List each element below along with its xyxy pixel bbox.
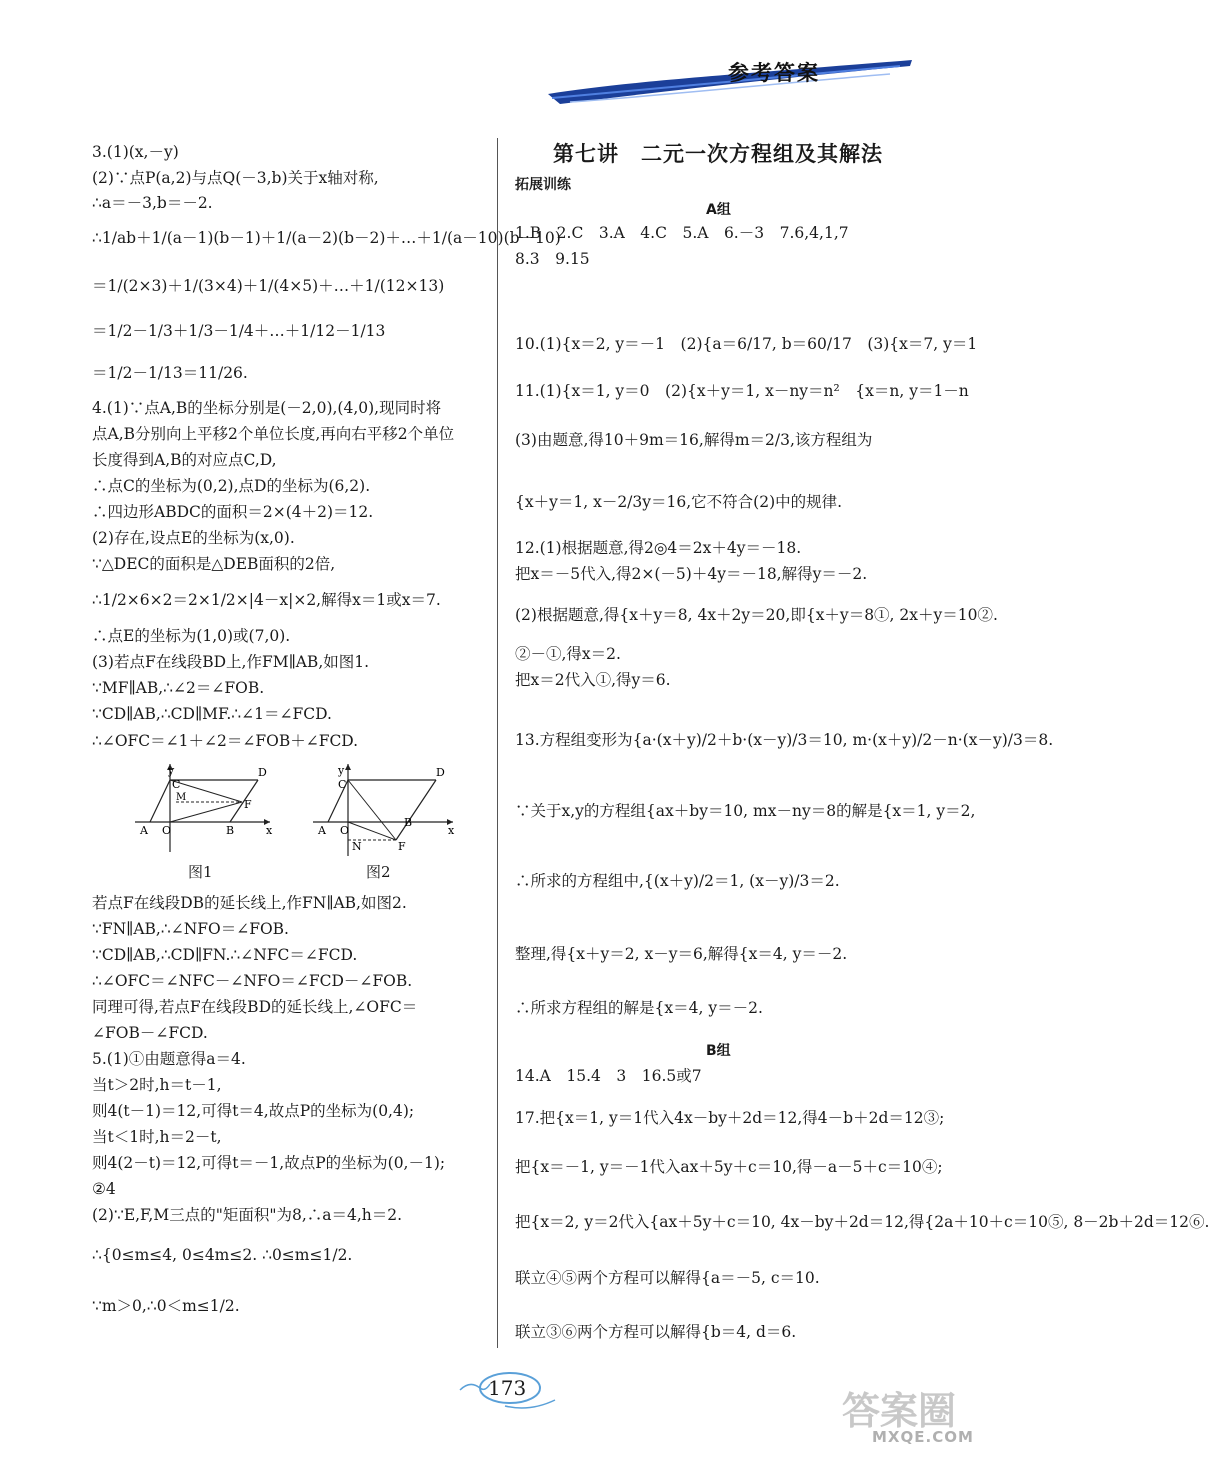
left-line: ②4 (92, 1180, 116, 1198)
svg-text:C: C (172, 778, 181, 791)
left-line: (2)存在,设点E的坐标为(x,0). (92, 529, 295, 547)
svg-text:D: D (436, 766, 445, 779)
figure-1-diagram (130, 760, 280, 855)
left-line: ∴{0≤m≤4, 0≤4m≤2. ∴0≤m≤1/2. (92, 1246, 353, 1264)
left-line: (2)∵E,F,M三点的"矩面积"为8,∴a＝4,h＝2. (92, 1206, 403, 1224)
left-line: ∠FOB－∠FCD. (92, 1024, 208, 1042)
left-line: 同理可得,若点F在线段BD的延长线上,∠OFC＝ (92, 998, 418, 1016)
left-line: (3)若点F在线段BD上,作FM∥AB,如图1. (92, 653, 370, 671)
svg-text:y: y (168, 764, 175, 777)
left-line: ∵△DEC的面积是△DEB面积的2倍, (92, 555, 336, 573)
svg-text:F: F (244, 798, 252, 811)
svg-text:O: O (340, 824, 350, 837)
right-line: 1.B 2.C 3.A 4.C 5.A 6.－3 7.6,4,1,7 (515, 224, 849, 242)
left-line: 5.(1)①由题意得a＝4. (92, 1050, 246, 1068)
right-line: 把x＝－5代入,得2×(－5)＋4y＝－18,解得y＝－2. (515, 565, 868, 583)
left-line: ＝1/2－1/3＋1/3－1/4＋…＋1/12－1/13 (92, 322, 386, 340)
group-a-label: A组 (706, 202, 731, 218)
right-line: 13.方程组变形为{a·(x＋y)/2＋b·(x－y)/3＝10, m·(x＋y)/2－n·(x－y)/3＝8. (515, 731, 1054, 749)
right-line: (3)由题意,得10＋9m＝16,解得m＝2/3,该方程组为 (515, 431, 873, 449)
left-line: ∴∠OFC＝∠1＋∠2＝∠FOB＋∠FCD. (92, 732, 359, 750)
left-line: 当t＞2时,h＝t－1, (92, 1076, 222, 1094)
svg-text:A: A (140, 824, 148, 837)
header-title: 参考答案 (728, 61, 820, 85)
left-line: ∵CD∥AB,∴CD∥MF.∴∠1＝∠FCD. (92, 705, 332, 723)
svg-text:F: F (398, 840, 406, 853)
svg-text:D: D (258, 766, 267, 779)
left-line: ∵CD∥AB,∴CD∥FN.∴∠NFC＝∠FCD. (92, 946, 358, 964)
right-line: 10.(1){x＝2, y＝－1 (2){a＝6/17, b＝60/17 (3){x＝7, y＝1 (515, 335, 978, 353)
left-line: ＝1/2－1/13＝11/26. (92, 364, 248, 382)
left-line: (2)∵点P(a,2)与点Q(－3,b)关于x轴对称, (92, 169, 379, 187)
svg-text:x: x (448, 824, 455, 837)
left-line: ∴点C的坐标为(0,2),点D的坐标为(6,2). (92, 477, 371, 495)
right-line: {x＋y＝1, x－2/3y＝16,它不符合(2)中的规律. (515, 493, 843, 511)
left-line: 4.(1)∵点A,B的坐标分别是(－2,0),(4,0),现同时将 (92, 399, 442, 417)
figure-2-caption: 图2 (366, 863, 391, 881)
svg-text:y: y (338, 764, 345, 777)
page-number: 173 (488, 1376, 527, 1400)
left-line: 若点F在线段DB的延长线上,作FN∥AB,如图2. (92, 894, 407, 912)
right-line: 把x＝2代入①,得y＝6. (515, 671, 671, 689)
svg-text:B: B (404, 816, 413, 829)
subsection-label: 拓展训练 (515, 177, 571, 193)
svg-text:C: C (338, 778, 347, 791)
right-line: ∵关于x,y的方程组{ax＋by＝10, mx－ny＝8的解是{x＝1, y＝2, (515, 802, 976, 820)
group-b-label: B组 (706, 1043, 731, 1059)
left-line: 点A,B分别向上平移2个单位长度,再向右平移2个单位 (92, 425, 455, 443)
section-title: 第七讲 二元一次方程组及其解法 (553, 142, 883, 166)
left-line: ∴1/2×6×2＝2×1/2×|4－x|×2,解得x＝1或x＝7. (92, 591, 441, 609)
left-line: ∴a＝－3,b＝－2. (92, 194, 213, 212)
right-line: 17.把{x＝1, y＝1代入4x－by＋2d＝12,得4－b＋2d＝12③; (515, 1109, 945, 1127)
right-line: ∴所求的方程组中,{(x＋y)/2＝1, (x－y)/3＝2. (515, 872, 840, 890)
watermark-logo: 答案圈 (842, 1389, 957, 1433)
watermark-text: MXQE.COM (872, 1428, 974, 1446)
svg-text:N: N (352, 840, 362, 853)
right-line: 把{x＝2, y＝2代入{ax＋5y＋c＝10, 4x－by＋2d＝12,得{2a＋10＋c＝10⑤, 8－2b＋2d＝12⑥. (515, 1213, 1209, 1231)
right-line: (2)根据题意,得{x＋y＝8, 4x＋2y＝20,即{x＋y＝8①, 2x＋y＝10②. (515, 606, 998, 624)
left-line: ∵FN∥AB,∴∠NFO＝∠FOB. (92, 920, 289, 938)
left-line: 长度得到A,B的对应点C,D, (92, 451, 277, 469)
left-line: ∵MF∥AB,∴∠2＝∠FOB. (92, 679, 265, 697)
svg-text:O: O (162, 824, 172, 837)
right-line: 14.A 15.4 3 16.5或7 (515, 1067, 702, 1085)
right-line: 联立③⑥两个方程可以解得{b＝4, d＝6. (515, 1323, 797, 1341)
svg-text:B: B (226, 824, 235, 837)
right-line: 把{x＝－1, y＝－1代入ax＋5y＋c＝10,得－a－5＋c＝10④; (515, 1158, 943, 1176)
svg-text:A: A (318, 824, 326, 837)
right-line: ∴所求方程组的解是{x＝4, y＝－2. (515, 999, 763, 1017)
column-divider (497, 138, 498, 1348)
left-line: 则4(2－t)＝12,可得t＝－1,故点P的坐标为(0,－1); (92, 1154, 446, 1172)
left-line: ∴四边形ABDC的面积＝2×(4＋2)＝12. (92, 503, 374, 521)
left-line: ∴1/ab＋1/(a－1)(b－1)＋1/(a－2)(b－2)＋…＋1/(a－10)(b－10) (92, 229, 561, 247)
left-line: 当t＜1时,h＝2－t, (92, 1128, 222, 1146)
left-line: ∴∠OFC＝∠NFC－∠NFO＝∠FCD－∠FOB. (92, 972, 413, 990)
right-line: ②－①,得x＝2. (515, 645, 621, 663)
left-line: 则4(t－1)＝12,可得t＝4,故点P的坐标为(0,4); (92, 1102, 415, 1120)
left-line: ＝1/(2×3)＋1/(3×4)＋1/(4×5)＋…＋1/(12×13) (92, 277, 445, 295)
left-line: ∵m＞0,∴0＜m≤1/2. (92, 1297, 240, 1315)
left-line: 3.(1)(x,－y) (92, 143, 179, 161)
right-line: 联立④⑤两个方程可以解得{a＝－5, c＝10. (515, 1269, 820, 1287)
svg-text:M: M (176, 792, 187, 803)
figure-1-caption: 图1 (188, 863, 213, 881)
right-line: 12.(1)根据题意,得2◎4＝2x＋4y＝－18. (515, 539, 802, 557)
left-line: ∴点E的坐标为(1,0)或(7,0). (92, 627, 291, 645)
right-line: 8.3 9.15 (515, 250, 590, 268)
right-line: 11.(1){x＝1, y＝0 (2){x＋y＝1, x－ny＝n² {x＝n, y＝1－n (515, 382, 969, 400)
svg-text:x: x (266, 824, 273, 837)
figure-2-diagram (308, 760, 458, 860)
right-line: 整理,得{x＋y＝2, x－y＝6,解得{x＝4, y＝－2. (515, 945, 848, 963)
